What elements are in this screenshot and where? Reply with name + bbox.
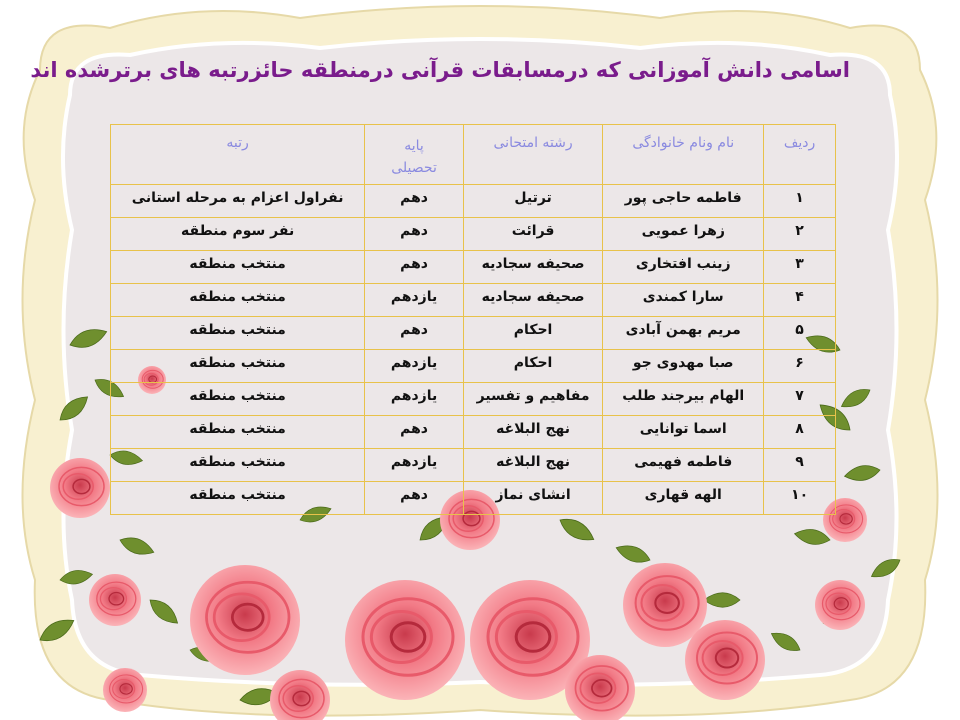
cell-row-number: ۵ [764,317,836,350]
cell-row-number: ۸ [764,416,836,449]
table-row [111,317,836,350]
cell-name: سارا کمندی [603,284,764,317]
cell-rank: نفر سوم منطقه [111,218,365,251]
cell-grade: دهم [365,317,464,350]
cell-name: اسما توانایی [603,416,764,449]
rose-icon [815,580,865,630]
header-rank: رتبه [111,125,365,185]
cell-rank: منتخب منطقه [111,317,365,350]
header-full-name: نام ونام خانوادگی [603,125,764,185]
header-row-number: ردیف [764,125,836,185]
cell-grade: یازدهم [365,350,464,383]
cell-field: نهج البلاغه [463,416,602,449]
cell-grade: یازدهم [365,449,464,482]
cell-field: مفاهیم و تفسیر [463,383,602,416]
cell-rank: منتخب منطقه [111,383,365,416]
cell-row-number: ۲ [764,218,836,251]
cell-grade: دهم [365,218,464,251]
cell-name: فاطمه حاجی پور [603,185,764,218]
cell-name: فاطمه فهیمی [603,449,764,482]
cell-name: صبا مهدوی جو [603,350,764,383]
cell-rank: نفراول اعزام به مرحله استانی [111,185,365,218]
table-row [111,416,836,449]
page-title: اسامی دانش آموزانی که درمسابقات قرآنی درمنطقه حائزرتبه های برترشده اند [30,58,850,82]
table-row [111,251,836,284]
rose-icon [89,574,141,626]
cell-field: قرائت [463,218,602,251]
table-row [111,218,836,251]
cell-name: الهام بیرجند طلب [603,383,764,416]
cell-rank: منتخب منطقه [111,416,365,449]
table-row [111,482,836,515]
cell-row-number: ۱ [764,185,836,218]
cell-field: احکام [463,350,602,383]
table-row [111,350,836,383]
rose-icon [103,668,147,712]
cell-name: الهه قهاری [603,482,764,515]
header-grade-line1: پایه [404,138,424,154]
cell-row-number: ۶ [764,350,836,383]
cell-rank: منتخب منطقه [111,284,365,317]
cell-name: مریم بهمن آبادی [603,317,764,350]
cell-row-number: ۳ [764,251,836,284]
students-table [110,124,836,515]
rose-icon [190,565,300,675]
table-header-row [111,125,836,185]
cell-grade: یازدهم [365,383,464,416]
cell-field: نهج البلاغه [463,449,602,482]
table-row [111,284,836,317]
cell-name: زینب افتخاری [603,251,764,284]
header-grade [365,125,464,185]
cell-grade: دهم [365,185,464,218]
cell-rank: منتخب منطقه [111,251,365,284]
cell-grade: دهم [365,482,464,515]
cell-field: احکام [463,317,602,350]
header-grade-line2: تحصیلی [391,160,437,176]
cell-rank: منتخب منطقه [111,350,365,383]
cell-field: صحیفه سجادیه [463,284,602,317]
cell-rank: منتخب منطقه [111,449,365,482]
table-row [111,185,836,218]
cell-field: انشای نماز [463,482,602,515]
table-row [111,449,836,482]
cell-row-number: ۱۰ [764,482,836,515]
cell-name: زهرا عمویی [603,218,764,251]
cell-row-number: ۴ [764,284,836,317]
rose-icon [345,580,465,700]
cell-grade: یازدهم [365,284,464,317]
cell-grade: دهم [365,416,464,449]
rose-icon [50,458,110,518]
header-exam-field: رشته امتحانی [463,125,602,185]
cell-grade: دهم [365,251,464,284]
cell-row-number: ۷ [764,383,836,416]
cell-rank: منتخب منطقه [111,482,365,515]
table-row [111,383,836,416]
cell-field: ترتیل [463,185,602,218]
rose-icon [685,620,765,700]
cell-row-number: ۹ [764,449,836,482]
cell-field: صحیفه سجادیه [463,251,602,284]
